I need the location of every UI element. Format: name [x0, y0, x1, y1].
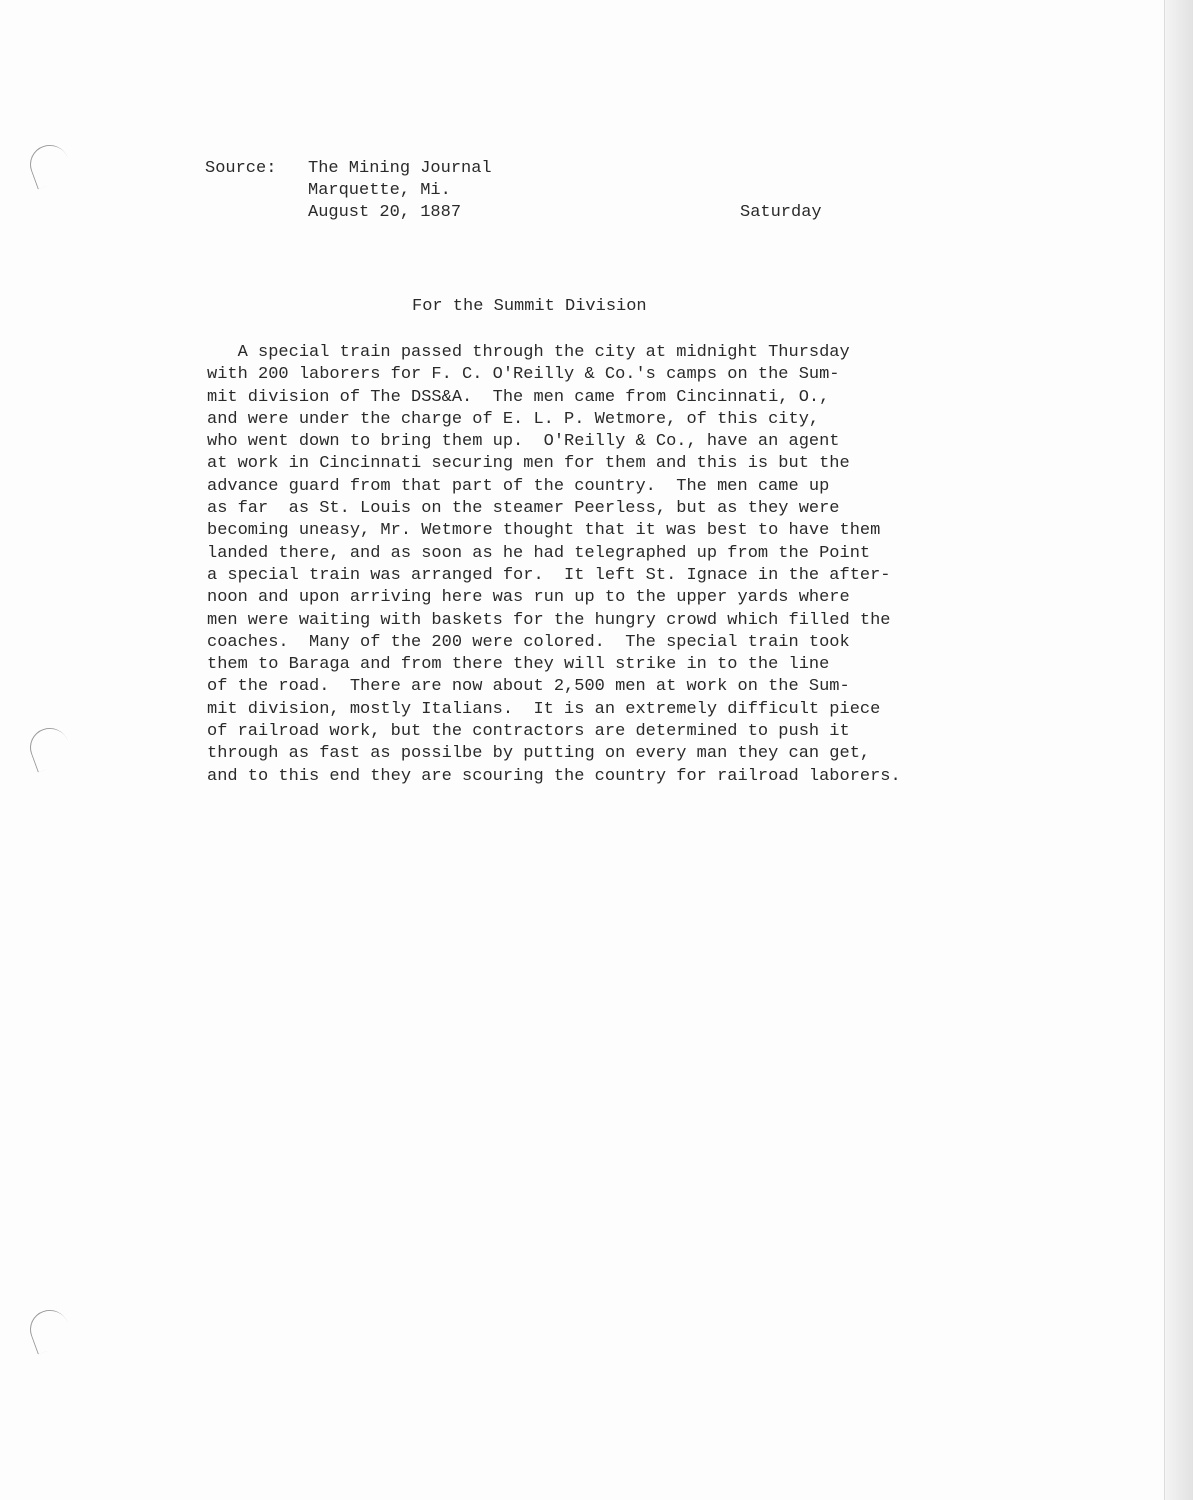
- source-details: [308, 158, 492, 224]
- article-headline: For the Summit Division: [412, 297, 647, 316]
- article-body: [207, 342, 1167, 788]
- article-line: becoming uneasy, Mr. Wetmore thought that it was best to have them: [207, 521, 881, 541]
- page-edge-shadow: [1164, 0, 1193, 1500]
- article-line: who went down to bring them up. O'Reilly & Co., have an agent: [207, 432, 840, 452]
- source-label: Source:: [205, 159, 277, 178]
- punch-hole-mark: [25, 140, 75, 190]
- article-line: men were waiting with baskets for the hungry crowd which filled the: [207, 610, 891, 630]
- article-line: coaches. Many of the 200 were colored. The special train took: [207, 632, 850, 652]
- article-line: landed there, and as soon as he had telegraphed up from the Point: [207, 543, 871, 563]
- source-date: August 20, 1887: [308, 203, 462, 222]
- article-line: mit division of The DSS&A. The men came from Cincinnati, O.,: [207, 387, 830, 407]
- source-location: Marquette, Mi.: [308, 181, 451, 200]
- article-line: mit division, mostly Italians. It is an extremely difficult piece: [207, 699, 881, 719]
- punch-hole-mark: [25, 723, 75, 773]
- article-line: A special train passed through the city at midnight Thursday: [207, 343, 850, 362]
- article-line: them to Baraga and from there they will strike in to the line: [207, 655, 830, 675]
- article-line: at work in Cincinnati securing men for them and this is but the: [207, 454, 850, 474]
- article-line: advance guard from that part of the country. The men came up: [207, 476, 830, 496]
- article-line: of the road. There are now about 2,500 men at work on the Sum-: [207, 677, 850, 697]
- article-line: noon and upon arriving here was run up to the upper yards where: [207, 588, 850, 608]
- article-line: a special train was arranged for. It left St. Ignace in the after-: [207, 565, 891, 585]
- article-line: through as fast as possilbe by putting on every man they can get,: [207, 744, 871, 764]
- article-line: with 200 laborers for F. C. O'Reilly & Co.'s camps on the Sum-: [207, 365, 840, 385]
- article-line: and to this end they are scouring the country for railroad laborers.: [207, 766, 901, 786]
- article-line: of railroad work, but the contractors are determined to push it: [207, 722, 850, 742]
- punch-hole-mark: [25, 1305, 75, 1355]
- source-publication: The Mining Journal: [308, 159, 492, 178]
- source-day: Saturday: [740, 203, 822, 222]
- article-line: and were under the charge of E. L. P. Wetmore, of this city,: [207, 409, 820, 429]
- article-line: as far as St. Louis on the steamer Peerless, but as they were: [207, 499, 840, 519]
